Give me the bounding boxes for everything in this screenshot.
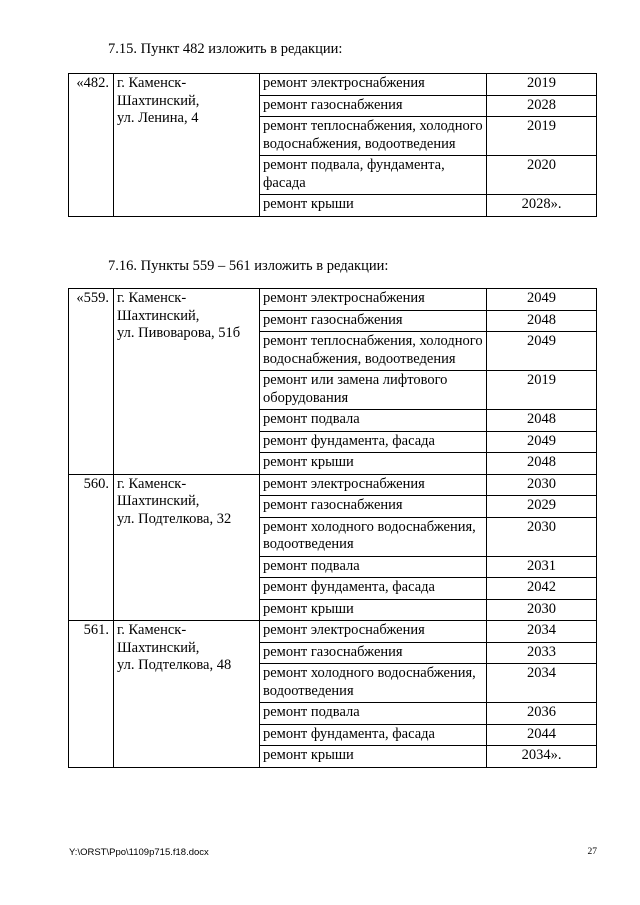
work-type: ремонт подвала <box>260 556 487 578</box>
work-type: ремонт подвала, фундамента, фасада <box>260 156 487 195</box>
table-section-715 <box>68 73 597 217</box>
table-row <box>69 289 597 311</box>
footer-file-path: Y:\ORST\Ppo\1109p715.f18.docx <box>69 847 209 858</box>
address-line: Шахтинский, <box>117 493 200 509</box>
address-line: ул. Пивоварова, 51б <box>117 325 241 341</box>
work-type: ремонт фундамента, фасада <box>260 431 487 453</box>
address-line: Шахтинский, <box>117 639 200 656</box>
table-row <box>69 474 597 496</box>
work-type: ремонт крыши <box>260 599 487 621</box>
address-line: г. Каменск- <box>117 475 187 492</box>
work-type: ремонт крыши <box>260 746 487 768</box>
work-type: ремонт газоснабжения <box>260 642 487 664</box>
work-year: 2042 <box>487 578 597 600</box>
work-type: ремонт газоснабжения <box>260 496 487 518</box>
work-year: 2044 <box>487 724 597 746</box>
work-year: 2019 <box>487 117 597 156</box>
address-line: ул. Подтелкова, 48 <box>117 657 232 673</box>
section-716-heading: 7.16. Пункты 559 – 561 изложить в редакции: <box>108 258 389 274</box>
work-type: ремонт электроснабжения <box>260 74 487 96</box>
footer-page-number: 27 <box>587 847 597 857</box>
work-type: ремонт крыши <box>260 195 487 217</box>
work-year: 2033 <box>487 642 597 664</box>
address-line: г. Каменск- <box>117 622 187 638</box>
work-type: ремонт крыши <box>260 453 487 475</box>
work-year: 2028». <box>487 195 597 217</box>
work-year: 2034 <box>487 664 597 703</box>
work-year: 2030 <box>487 474 597 496</box>
work-year: 2028 <box>487 95 597 117</box>
address-line: ул. Подтелкова, 32 <box>117 510 232 527</box>
work-type: ремонт фундамента, фасада <box>260 724 487 746</box>
work-type: ремонт электроснабжения <box>260 621 487 643</box>
work-type: ремонт газоснабжения <box>260 95 487 117</box>
item-number: «559. <box>69 289 114 475</box>
work-type: ремонт электроснабжения <box>260 289 487 311</box>
item-number: 560. <box>69 474 114 621</box>
work-year: 2030 <box>487 517 597 556</box>
work-type: ремонт теплоснабжения, холодного водоснабжения, водоотведения <box>260 117 487 156</box>
address-line: г. Каменск- <box>117 290 187 306</box>
item-address <box>114 289 260 475</box>
work-year: 2049 <box>487 332 597 371</box>
work-year: 2029 <box>487 496 597 518</box>
item-address <box>114 474 260 621</box>
address-line: Шахтинский, <box>117 307 200 324</box>
work-year: 2030 <box>487 599 597 621</box>
work-type: ремонт подвала <box>260 703 487 725</box>
item-address <box>114 621 260 768</box>
address-line: ул. Ленина, 4 <box>117 110 199 126</box>
address-line: Шахтинский, <box>117 92 200 109</box>
work-year: 2048 <box>487 410 597 432</box>
work-type: ремонт холодного водоснабжения, водоотведения <box>260 664 487 703</box>
work-year: 2034 <box>487 621 597 643</box>
work-type: ремонт фундамента, фасада <box>260 578 487 600</box>
table-section-716 <box>68 288 597 768</box>
work-year: 2034». <box>487 746 597 768</box>
work-year: 2049 <box>487 289 597 311</box>
work-type: ремонт или замена лифтового оборудования <box>260 371 487 410</box>
table-row <box>69 74 597 96</box>
section-715-heading: 7.15. Пункт 482 изложить в редакции: <box>108 41 343 57</box>
work-year: 2019 <box>487 371 597 410</box>
work-year: 2031 <box>487 556 597 578</box>
item-address <box>114 74 260 217</box>
work-type: ремонт холодного водоснабжения, водоотведения <box>260 517 487 556</box>
work-year: 2020 <box>487 156 597 195</box>
work-type: ремонт подвала <box>260 410 487 432</box>
work-year: 2048 <box>487 453 597 475</box>
address-line: г. Каменск- <box>117 75 187 91</box>
work-type: ремонт теплоснабжения, холодного водоснабжения, водоотведения <box>260 332 487 371</box>
work-type: ремонт электроснабжения <box>260 474 487 496</box>
work-year: 2048 <box>487 310 597 332</box>
item-number: «482. <box>69 74 114 217</box>
work-type: ремонт газоснабжения <box>260 310 487 332</box>
table-row <box>69 621 597 643</box>
work-year: 2019 <box>487 74 597 96</box>
item-number: 561. <box>69 621 114 768</box>
work-year: 2036 <box>487 703 597 725</box>
work-year: 2049 <box>487 431 597 453</box>
